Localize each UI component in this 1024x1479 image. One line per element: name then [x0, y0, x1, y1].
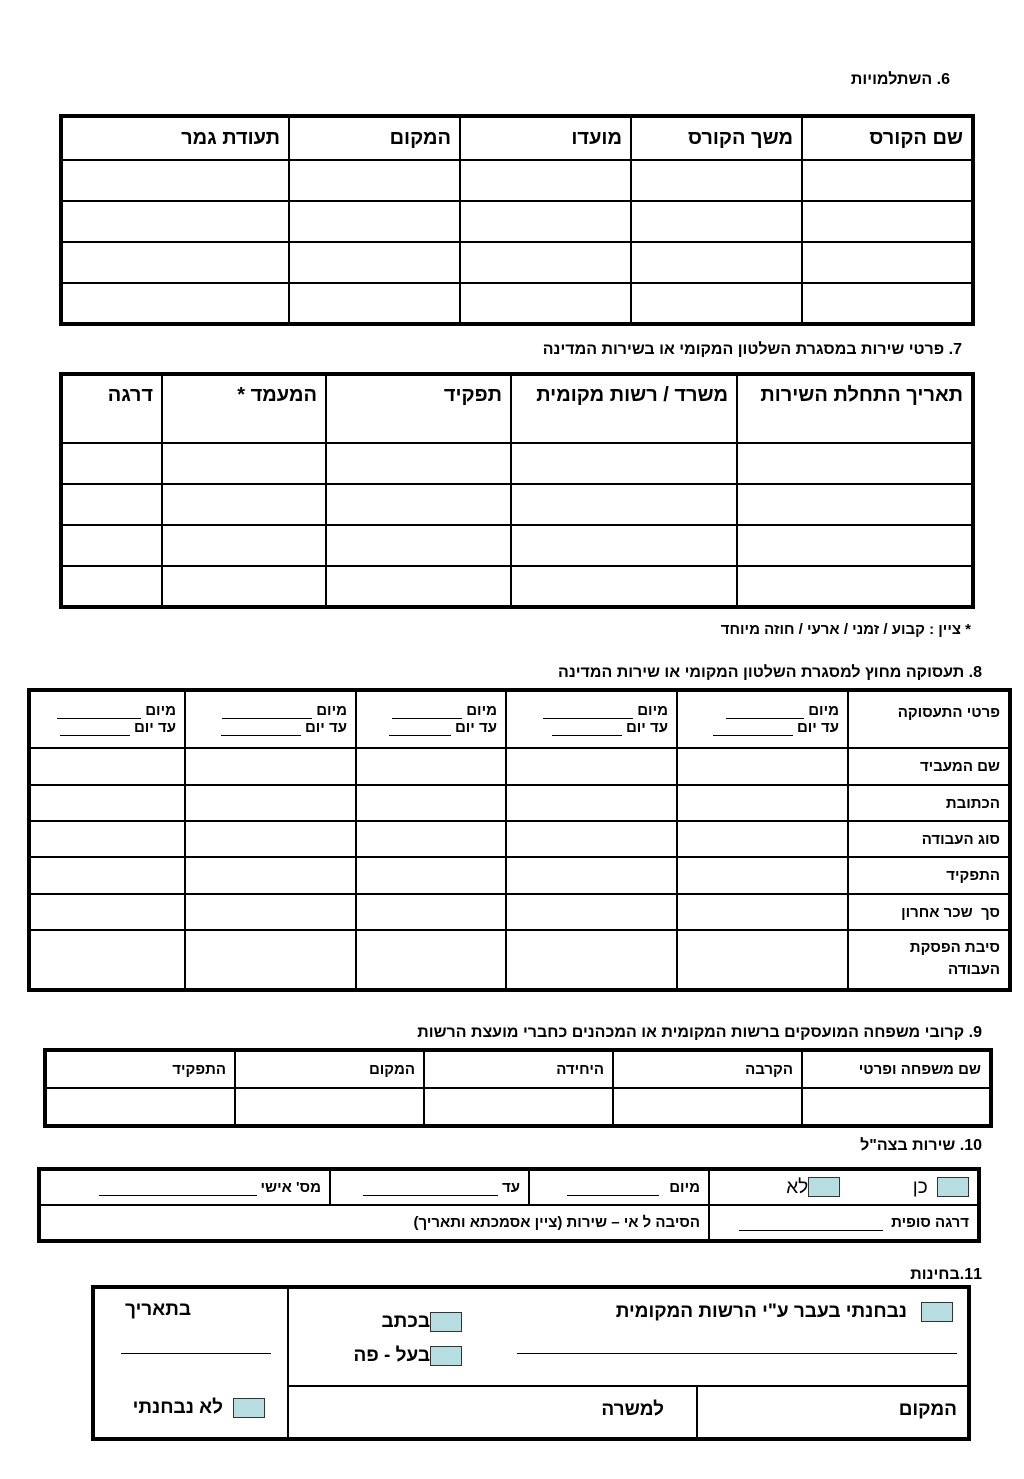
- exams-box: [91, 1285, 971, 1441]
- table-cell[interactable]: [326, 566, 511, 607]
- final-rank-cell: [709, 1205, 979, 1241]
- no-service-reason-cell[interactable]: [39, 1205, 709, 1241]
- not-tested-checkbox[interactable]: [233, 1398, 265, 1418]
- relatives-header-row: [45, 1050, 991, 1088]
- table-cell[interactable]: [162, 484, 326, 525]
- table-cell[interactable]: [506, 821, 677, 857]
- final-rank-label: דרגה סופית: [891, 1214, 969, 1231]
- table-cell[interactable]: [61, 443, 162, 484]
- table-cell[interactable]: [802, 160, 973, 201]
- id-line[interactable]: [99, 1195, 257, 1196]
- col-course-duration: משך הקורס: [631, 116, 802, 160]
- table-cell[interactable]: [235, 1088, 424, 1126]
- table-cell[interactable]: [185, 748, 356, 785]
- col-place: המקום: [235, 1050, 424, 1088]
- table-cell[interactable]: [631, 160, 802, 201]
- courses-table: [59, 114, 975, 326]
- period-header: [356, 690, 506, 748]
- oral-checkbox[interactable]: [430, 1346, 462, 1366]
- table-cell[interactable]: [356, 785, 506, 821]
- table-cell[interactable]: [29, 785, 185, 821]
- tested-label: נבחנתי בעבר ע"י הרשות המקומית: [615, 1301, 907, 1322]
- table-cell[interactable]: [677, 894, 848, 930]
- exam-date-label: בתאריך: [125, 1299, 192, 1320]
- employment-corner: פרטי התעסוקה: [848, 690, 1010, 748]
- yes-label: כן: [912, 1176, 928, 1198]
- army-row-2: [39, 1205, 979, 1241]
- col-relation: הקרבה: [613, 1050, 802, 1088]
- to-label: עד יום: [625, 719, 668, 736]
- id-cell: [39, 1169, 330, 1205]
- table-cell[interactable]: [29, 748, 185, 785]
- army-to-line[interactable]: [363, 1195, 498, 1196]
- to-date-line[interactable]: [713, 735, 793, 736]
- table-cell[interactable]: [460, 201, 631, 242]
- from-cell: [529, 1169, 709, 1205]
- table-cell[interactable]: [289, 283, 460, 324]
- row-label-last-salary: סך שכר אחרון: [848, 894, 1010, 930]
- table-cell[interactable]: [356, 821, 506, 857]
- col-unit: היחידה: [424, 1050, 613, 1088]
- table-cell[interactable]: [356, 930, 506, 990]
- table-row: [61, 242, 973, 283]
- col-role: התפקיד: [45, 1050, 235, 1088]
- from-label: מיום: [145, 702, 176, 719]
- table-cell[interactable]: [45, 1088, 235, 1126]
- section8-title: 8. תעסוקה מחוץ למסגרת השלטון המקומי או שירות המדינה: [558, 664, 982, 681]
- table-cell[interactable]: [356, 748, 506, 785]
- exam-place-label: המקום: [898, 1399, 957, 1420]
- table-cell[interactable]: [506, 785, 677, 821]
- table-cell[interactable]: [506, 894, 677, 930]
- status-footnote: * ציין : קבוע / זמני / ארעי / חוזה מיוחד: [720, 621, 971, 638]
- table-cell[interactable]: [613, 1088, 802, 1126]
- to-date-line[interactable]: [552, 735, 622, 736]
- to-label: עד יום: [796, 719, 839, 736]
- final-rank-line[interactable]: [739, 1230, 883, 1231]
- not-tested-row: [133, 1397, 265, 1419]
- table-cell[interactable]: [326, 443, 511, 484]
- table-cell[interactable]: [185, 785, 356, 821]
- row-label-work-type: סוג העבודה: [848, 821, 1010, 857]
- exams-divider-horizontal: [289, 1385, 967, 1387]
- table-row: [61, 201, 973, 242]
- table-cell[interactable]: [677, 821, 848, 857]
- col-office: משרד / רשות מקומית: [511, 374, 737, 443]
- courses-header-row: [61, 116, 973, 160]
- from-label: מיום: [637, 702, 668, 719]
- table-cell[interactable]: [677, 785, 848, 821]
- to-date-line[interactable]: [60, 735, 130, 736]
- table-cell[interactable]: [29, 857, 185, 894]
- to-date-line[interactable]: [389, 735, 451, 736]
- from-label: מיום: [808, 702, 839, 719]
- to-label: עד יום: [304, 719, 347, 736]
- table-row: [45, 1088, 991, 1126]
- table-row: [29, 785, 1010, 821]
- table-cell[interactable]: [61, 242, 289, 283]
- table-cell[interactable]: [326, 484, 511, 525]
- period-header: [677, 690, 848, 748]
- table-cell[interactable]: [289, 201, 460, 242]
- table-row: [61, 484, 973, 525]
- table-row: [61, 525, 973, 566]
- table-cell[interactable]: [511, 525, 737, 566]
- table-row: [29, 894, 1010, 930]
- to-date-line[interactable]: [221, 735, 301, 736]
- period-header: [185, 690, 356, 748]
- table-row: [61, 283, 973, 324]
- written-checkbox[interactable]: [430, 1312, 462, 1332]
- table-cell[interactable]: [506, 930, 677, 990]
- table-cell[interactable]: [61, 283, 289, 324]
- table-cell[interactable]: [61, 160, 289, 201]
- no-checkbox[interactable]: [808, 1177, 840, 1197]
- table-cell[interactable]: [162, 566, 326, 607]
- table-cell[interactable]: [631, 242, 802, 283]
- not-tested-label: לא נבחנתי: [132, 1397, 223, 1418]
- row-label-employer: שם המעביד: [848, 748, 1010, 785]
- written-row: [382, 1311, 462, 1333]
- table-row: [61, 566, 973, 607]
- table-cell[interactable]: [289, 160, 460, 201]
- row-label-termination-reason: סיבת הפסקת העבודה: [848, 930, 1010, 990]
- tested-row: [616, 1301, 953, 1323]
- row-label-role: התפקיד: [848, 857, 1010, 894]
- table-cell[interactable]: [326, 525, 511, 566]
- from-label: מיום: [316, 702, 347, 719]
- yes-checkbox[interactable]: [937, 1177, 969, 1197]
- service-header-row: [61, 374, 973, 443]
- table-cell[interactable]: [802, 1088, 991, 1126]
- yes-no-cell: [709, 1169, 979, 1205]
- table-cell[interactable]: [185, 930, 356, 990]
- table-cell[interactable]: [511, 484, 737, 525]
- table-cell[interactable]: [677, 748, 848, 785]
- to-cell: [330, 1169, 529, 1205]
- table-cell[interactable]: [162, 443, 326, 484]
- exams-divider-bottom-vertical: [696, 1385, 698, 1437]
- exam-position-label: למשרה: [601, 1399, 664, 1420]
- table-cell[interactable]: [802, 283, 973, 324]
- table-cell[interactable]: [677, 857, 848, 894]
- section11-title: 11.בחינות: [910, 1266, 982, 1283]
- table-cell[interactable]: [61, 484, 162, 525]
- table-row: [61, 443, 973, 484]
- section6-title: 6. השתלמויות: [850, 71, 950, 88]
- table-cell[interactable]: [185, 821, 356, 857]
- table-cell[interactable]: [802, 242, 973, 283]
- col-family-name: שם משפחה ופרטי: [802, 1050, 991, 1088]
- col-course-place: המקום: [289, 116, 460, 160]
- period-header: [506, 690, 677, 748]
- col-status: המעמד *: [162, 374, 326, 443]
- army-row-1: [39, 1169, 979, 1205]
- col-role: תפקיד: [326, 374, 511, 443]
- table-row: [29, 821, 1010, 857]
- to-label: עד יום: [454, 719, 497, 736]
- table-cell[interactable]: [356, 857, 506, 894]
- col-service-start: תאריך התחלת השירות: [737, 374, 973, 443]
- table-row: [29, 748, 1010, 785]
- section7-title: 7. פרטי שירות במסגרת השלטון המקומי או בשירות המדינה: [542, 341, 962, 358]
- table-cell[interactable]: [737, 443, 973, 484]
- employment-table: [27, 688, 1012, 992]
- army-to-label: עד: [501, 1179, 520, 1196]
- table-cell[interactable]: [162, 525, 326, 566]
- table-cell[interactable]: [737, 484, 973, 525]
- table-cell[interactable]: [737, 525, 973, 566]
- table-cell[interactable]: [631, 201, 802, 242]
- table-cell[interactable]: [737, 566, 973, 607]
- table-cell[interactable]: [61, 566, 162, 607]
- from-label: מיום: [466, 702, 497, 719]
- table-cell[interactable]: [460, 242, 631, 283]
- no-label: לא: [786, 1176, 809, 1198]
- oral-row: [353, 1345, 462, 1367]
- service-table: [59, 372, 975, 609]
- table-cell[interactable]: [460, 160, 631, 201]
- army-service-table: [37, 1167, 981, 1243]
- col-rank: דרגה: [61, 374, 162, 443]
- tested-checkbox[interactable]: [921, 1302, 953, 1322]
- row-label-address: הכתובת: [848, 785, 1010, 821]
- oral-label: בעל - פה: [353, 1345, 430, 1366]
- table-cell[interactable]: [460, 283, 631, 324]
- to-label: עד יום: [133, 719, 176, 736]
- id-label: מס' אישי: [260, 1179, 321, 1196]
- exams-divider-vertical: [287, 1289, 289, 1437]
- written-label: בכתב: [381, 1311, 430, 1332]
- table-cell[interactable]: [61, 525, 162, 566]
- col-course-date: מועדו: [460, 116, 631, 160]
- table-row: [29, 930, 1010, 990]
- army-from-line[interactable]: [567, 1195, 659, 1196]
- table-cell[interactable]: [29, 821, 185, 857]
- relatives-table: [43, 1048, 993, 1128]
- table-cell[interactable]: [424, 1088, 613, 1126]
- table-cell[interactable]: [506, 857, 677, 894]
- col-course-name: שם הקורס: [802, 116, 973, 160]
- col-course-certificate: תעודת גמר: [61, 116, 289, 160]
- table-cell[interactable]: [289, 242, 460, 283]
- table-cell[interactable]: [506, 748, 677, 785]
- table-cell[interactable]: [511, 566, 737, 607]
- table-cell[interactable]: [185, 857, 356, 894]
- table-row: [61, 160, 973, 201]
- table-cell[interactable]: [61, 201, 289, 242]
- table-cell[interactable]: [511, 443, 737, 484]
- table-row: [29, 857, 1010, 894]
- table-cell[interactable]: [185, 894, 356, 930]
- table-cell[interactable]: [802, 201, 973, 242]
- section9-title: 9. קרובי משפחה המועסקים ברשות המקומית או המכהנים כחברי מועצת הרשות: [417, 1024, 982, 1041]
- table-cell[interactable]: [29, 930, 185, 990]
- exam-date-line[interactable]: [121, 1353, 271, 1354]
- tested-line[interactable]: [517, 1353, 957, 1354]
- period-header: [29, 690, 185, 748]
- table-cell[interactable]: [29, 894, 185, 930]
- army-from-label: מיום: [669, 1179, 700, 1196]
- table-cell[interactable]: [356, 894, 506, 930]
- section10-title: 10. שירות בצה"ל: [860, 1137, 982, 1154]
- table-cell[interactable]: [631, 283, 802, 324]
- no-service-reason-label: הסיבה ל אי – שירות (ציין אסמכתא ותאריך): [413, 1214, 700, 1231]
- employment-header-row: [29, 690, 1010, 748]
- table-cell[interactable]: [677, 930, 848, 990]
